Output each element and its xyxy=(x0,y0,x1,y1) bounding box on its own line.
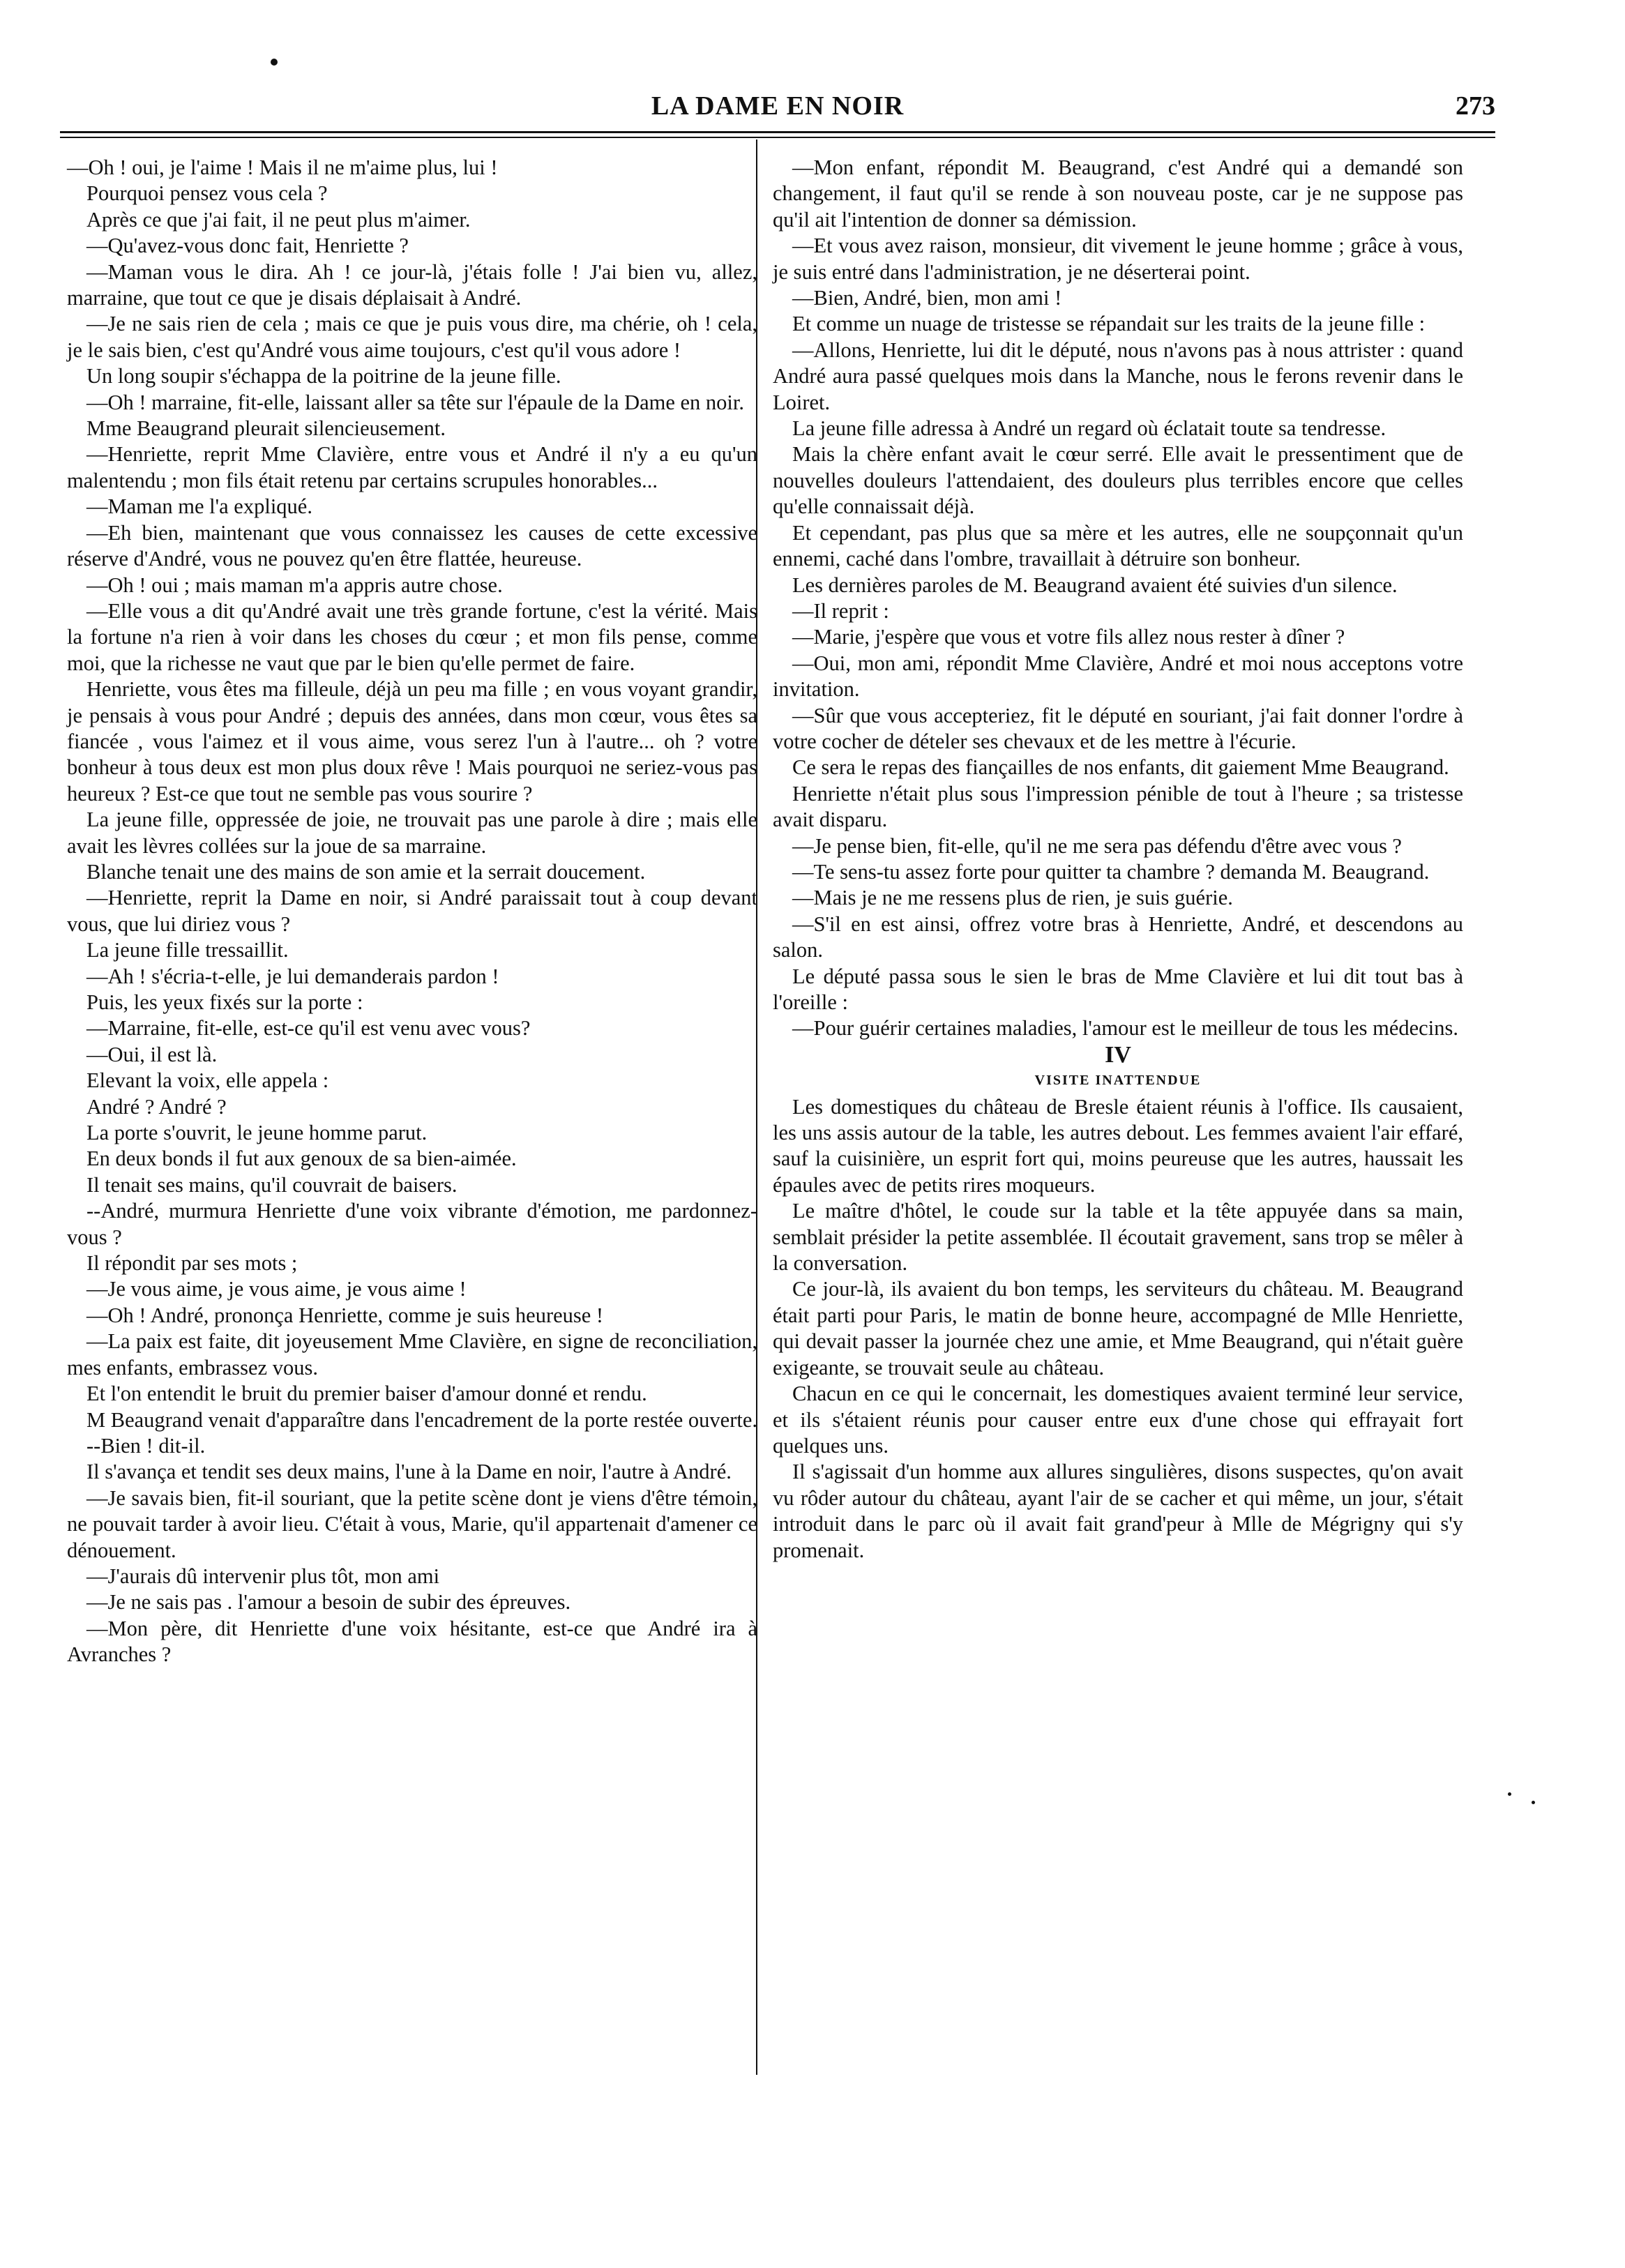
paragraph: Il tenait ses mains, qu'il couvrait de baisers. xyxy=(86,1172,458,1197)
paragraph: —La paix est faite, dit joyeusement Mme Clavière, en signe de reconciliation, mes enfants, embrassez vous. xyxy=(67,1329,757,1379)
paragraph: —Mon père, dit Henriette d'une voix hésitante, est-ce que André ira à Avranches ? xyxy=(67,1616,757,1667)
right-column xyxy=(773,155,1463,1564)
paragraph: Il répondit par ses mots ; xyxy=(86,1251,298,1276)
paragraph: —Marie, j'espère que vous et votre fils allez nous rester à dîner ? xyxy=(792,625,1345,649)
paragraph: —S'il en est ainsi, offrez votre bras à Henriette, André, et descendons au salon. xyxy=(773,912,1463,962)
paragraph: Un long soupir s'échappa de la poitrine de la jeune fille. xyxy=(86,364,561,388)
paragraph: —Elle vous a dit qu'André avait une très grande fortune, c'est la vérité. Mais la fortune n'a rien à voir dans les choses du cœur ; et mon fils pense, comme moi, que la richesse ne vaut que par le bien qu'elle permet de faire. xyxy=(67,598,757,675)
paragraph: André ? André ? xyxy=(86,1094,227,1119)
paragraph: Après ce que j'ai fait, il ne peut plus m'aimer. xyxy=(86,207,471,232)
paragraph: Il s'agissait d'un homme aux allures singulières, disons suspectes, qu'on avait vu rôder autour du château, ayant l'air de se cacher et qui même, un jour, s'était introduit dans le parc où il avait fait grand'peur à Mlle de Mégrigny qui s'y promenait. xyxy=(773,1460,1463,1562)
paragraph: —Te sens-tu assez forte pour quitter ta chambre ? demanda M. Beaugrand. xyxy=(792,859,1430,884)
paragraph: —Je savais bien, fit-il souriant, que la petite scène dont je viens d'être témoin, ne pouvait tarder à avoir lieu. C'était à vous, Marie, qu'il appartenait d'amener ce dénouement. xyxy=(67,1485,757,1562)
paragraph: —Pour guérir certaines maladies, l'amour est le meilleur de tous les médecins. xyxy=(792,1016,1458,1041)
paragraph: La porte s'ouvrit, le jeune homme parut. xyxy=(86,1121,428,1145)
paragraph: —Oh ! oui ; mais maman m'a appris autre chose. xyxy=(86,573,503,597)
paragraph: —J'aurais dû intervenir plus tôt, mon ami xyxy=(86,1564,440,1588)
paragraph: —Ah ! s'écria-t-elle, je lui demanderais pardon ! xyxy=(86,964,499,988)
paragraph: La jeune fille adressa à André un regard où éclatait toute sa tendresse. xyxy=(792,416,1386,441)
paragraph: Les domestiques du château de Bresle étaient réunis à l'office. Ils causaient, les uns assis autour de la table, les autres debout. Les femmes avaient l'air effaré, sauf la cuisinière, un esprit fort qui, moins peureuse que les autres, haussait les épaules avec de petits rires moqueurs. xyxy=(773,1094,1463,1197)
paragraph: —Je vous aime, je vous aime, je vous aime ! xyxy=(86,1277,467,1301)
paragraph: Blanche tenait une des mains de son amie et la serrait doucement. xyxy=(86,859,646,884)
paragraph: —Sûr que vous accepteriez, fit le député en souriant, j'ai fait donner l'ordre à votre cocher de dételer ses chevaux et de les mettre à l'écurie. xyxy=(773,703,1463,753)
paragraph: —Oh ! André, prononça Henriette, comme je suis heureuse ! xyxy=(86,1303,604,1327)
paragraph: —Marraine, fit-elle, est-ce qu'il est venu avec vous? xyxy=(86,1016,531,1041)
paragraph: Le député passa sous le sien le bras de Mme Clavière et lui dit tout bas à l'oreille : xyxy=(773,964,1463,1014)
paragraph: —Mais je ne me ressens plus de rien, je suis guérie. xyxy=(792,886,1233,910)
paragraph: En deux bonds il fut aux genoux de sa bien-aimée. xyxy=(86,1147,517,1171)
chapter-title: VISITE INATTENDUE xyxy=(1034,1073,1202,1089)
paragraph: Elevant la voix, elle appela : xyxy=(86,1068,329,1093)
paragraph: Chacun en ce qui le concernait, les domestiques avaient terminé leur service, et ils s'étaient réunis pour causer entre eux d'une chose qui effrayait fort quelques uns. xyxy=(773,1382,1463,1458)
header-rule-thin xyxy=(60,137,1495,138)
running-title: LA DAME EN NOIR xyxy=(651,91,905,121)
paragraph: —Henriette, reprit la Dame en noir, si André paraissait tout à coup devant vous, que lui diriez vous ? xyxy=(67,886,757,936)
paragraph: —Eh bien, maintenant que vous connaissez les causes de cette excessive réserve d'André, vous ne pouvez qu'en être flattée, heureuse. xyxy=(67,520,757,571)
paragraph: —Je ne sais pas . l'amour a besoin de subir des épreuves. xyxy=(86,1590,571,1615)
ink-speck xyxy=(1532,1801,1535,1804)
header-rule xyxy=(60,131,1495,133)
paragraph: —Maman vous le dira. Ah ! ce jour-là, j'étais folle ! J'ai bien vu, allez, marraine, que tout ce que je disais déplaisait à André. xyxy=(67,259,757,310)
paragraph: —Et vous avez raison, monsieur, dit vivement le jeune homme ; grâce à vous, je suis entré dans l'administration, je ne déserterai point. xyxy=(773,234,1463,284)
paragraph: Henriette n'était plus sous l'impression pénible de tout à l'heure ; sa tristesse avait disparu. xyxy=(773,781,1463,832)
paragraph: Mais la chère enfant avait le cœur serré. Elle avait le pressentiment que de nouvelles douleurs l'attendaient, des douleurs plus terribles encore que celles qu'elle connaissait déjà. xyxy=(773,442,1463,519)
paragraph: Le maître d'hôtel, le coude sur la table et la tête appuyée dans sa main, semblait présider la petite assemblée. Il écoutait gravement, sans trop se mêler à la conversation. xyxy=(773,1199,1463,1276)
left-column xyxy=(67,155,757,1668)
paragraph: Pourquoi pensez vous cela ? xyxy=(86,181,328,206)
ink-speck xyxy=(271,59,278,66)
page-number: 273 xyxy=(1456,91,1495,121)
paragraph: --André, murmura Henriette d'une voix vibrante d'émotion, me pardonnez-vous ? xyxy=(67,1199,757,1249)
paragraph: —Je pense bien, fit-elle, qu'il ne me sera pas défendu d'être avec vous ? xyxy=(792,833,1402,858)
paragraph: M Beaugrand venait d'apparaître dans l'encadrement de la porte restée ouverte. xyxy=(86,1407,757,1432)
paragraph: La jeune fille tressaillit. xyxy=(86,938,289,962)
paragraph: Mme Beaugrand pleurait silencieusement. xyxy=(86,416,446,441)
paragraph: Les dernières paroles de M. Beaugrand avaient été suivies d'un silence. xyxy=(792,573,1398,597)
paragraph: —Allons, Henriette, lui dit le député, nous n'avons pas à nous attrister : quand André aura passé quelques mois dans la Manche, nous le ferons revenir dans le Loiret. xyxy=(773,338,1463,414)
paragraph: --Bien ! dit-il. xyxy=(86,1433,206,1458)
paragraph: Et comme un nuage de tristesse se répandait sur les traits de la jeune fille : xyxy=(792,312,1426,336)
paragraph: La jeune fille, oppressée de joie, ne trouvait pas une parole à dire ; mais elle avait les lèvres collées sur la joue de sa marraine. xyxy=(67,808,757,858)
paragraph: Et cependant, pas plus que sa mère et les autres, elle ne soupçonnait qu'un ennemi, caché dans l'ombre, travaillait à détruire son bonheur. xyxy=(773,520,1463,571)
paragraph: —Oh ! marraine, fit-elle, laissant aller sa tête sur l'épaule de la Dame en noir. xyxy=(86,390,744,414)
paragraph: —Maman me l'a expliqué. xyxy=(86,494,312,519)
paragraph: —Oui, mon ami, répondit Mme Clavière, André et moi nous acceptons votre invitation. xyxy=(773,651,1463,702)
paragraph: Puis, les yeux fixés sur la porte : xyxy=(86,990,363,1014)
paragraph: —Je ne sais rien de cela ; mais ce que je puis vous dire, ma chérie, oh ! cela, je le sais bien, c'est qu'André vous aime toujours, c'est qu'il vous adore ! xyxy=(67,312,757,362)
paragraph: —Il reprit : xyxy=(792,598,889,623)
paragraph: —Henriette, reprit Mme Clavière, entre vous et André il n'y a eu qu'un malentendu ; mon fils était retenu par certains scrupules honorables... xyxy=(67,442,757,492)
paragraph: Et l'on entendit le bruit du premier baiser d'amour donné et rendu. xyxy=(86,1382,647,1406)
chapter-numeral: IV xyxy=(1105,1041,1131,1068)
paragraph: —Mon enfant, répondit M. Beaugrand, c'est André qui a demandé son changement, il faut qu'il se rende à son nouveau poste, car je ne suppose pas qu'il ait l'intention de donner sa démission. xyxy=(773,156,1463,232)
paragraph: Il s'avança et tendit ses deux mains, l'une à la Dame en noir, l'autre à André. xyxy=(86,1460,732,1484)
paragraph: Ce jour-là, ils avaient du bon temps, les serviteurs du château. M. Beaugrand était parti pour Paris, le matin de bonne heure, accompagné de Mlle Henriette, qui devait passer la journée chez une amie, et Mme Beaugrand, qui n'était guère exigeante, se trouvait seule au château. xyxy=(773,1277,1463,1379)
ink-speck xyxy=(1508,1792,1511,1796)
paragraph: —Bien, André, bien, mon ami ! xyxy=(792,286,1062,310)
paragraph: —Qu'avez-vous donc fait, Henriette ? xyxy=(86,234,409,258)
page-header xyxy=(60,91,1495,133)
paragraph: Henriette, vous êtes ma filleule, déjà un peu ma fille ; en vous voyant grandir, je pensais à vous pour André ; depuis des années, dans mon cœur, vous êtes sa fiancée , vous l'aimez et il vous aime, vous serez l'un à l'autre... oh ? votre bonheur à tous deux est mon plus doux rêve ! Mais pourquoi ne seriez-vous pas heureux ? Est-ce que tout ne semble pas vous sourire ? xyxy=(67,677,757,806)
paragraph: —Oui, il est là. xyxy=(86,1042,218,1066)
paragraph: —Oh ! oui, je l'aime ! Mais il ne m'aime plus, lui ! xyxy=(67,156,498,179)
paragraph: Ce sera le repas des fiançailles de nos enfants, dit gaiement Mme Beaugrand. xyxy=(792,755,1449,780)
